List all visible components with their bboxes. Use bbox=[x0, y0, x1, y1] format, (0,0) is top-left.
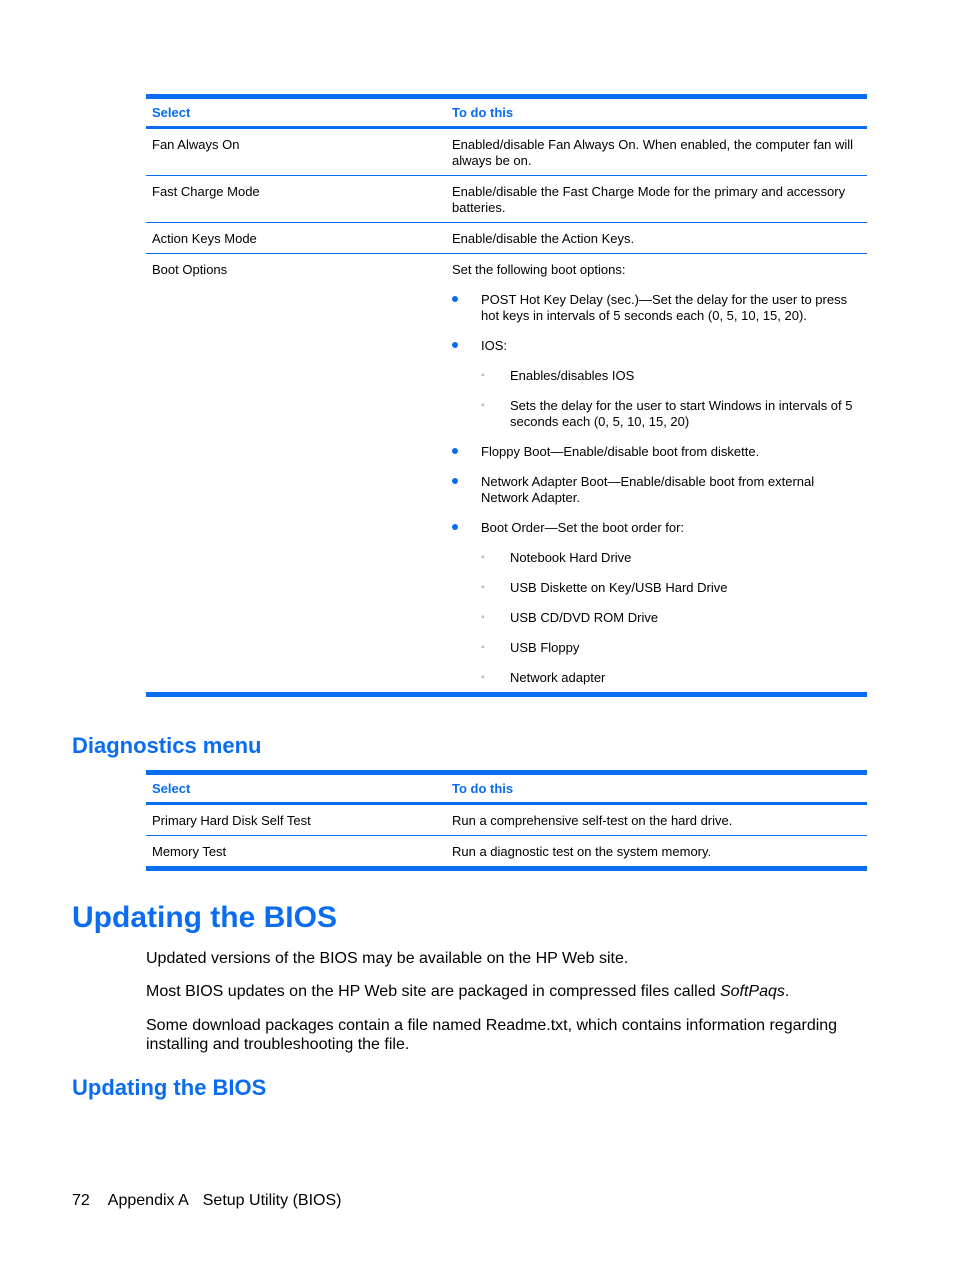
sub-list-item: ◦ Network adapter bbox=[481, 670, 606, 685]
sub-list-item: ◦ USB CD/DVD ROM Drive bbox=[481, 610, 659, 625]
list-item: Floppy Boot—Enable/disable boot from diskette. bbox=[452, 444, 863, 460]
sub-list bbox=[481, 368, 863, 430]
diagnostics-table bbox=[146, 770, 867, 871]
sub-list-item: ◦ Sets the delay for the user to start Windows in intervals of 5 seconds each (0, 5, 10, 15, 20) bbox=[481, 398, 853, 429]
header-select: Select bbox=[152, 105, 191, 120]
diagnostics-heading: Diagnostics menu bbox=[72, 733, 262, 758]
updating-bios-heading: Updating the BIOS bbox=[72, 901, 337, 934]
updating-paragraph-1: Updated versions of the BIOS may be available on the HP Web site. bbox=[146, 950, 629, 967]
bullet-icon bbox=[452, 342, 458, 348]
sub-list-item: ◦ Enables/disables IOS bbox=[481, 368, 635, 383]
softpaqs-term: SoftPaqs bbox=[719, 983, 785, 1000]
footer-title: Setup Utility (BIOS) bbox=[202, 1192, 342, 1209]
sub-bullet-icon: ◦ bbox=[481, 642, 485, 653]
table-header bbox=[146, 99, 867, 129]
row-select: Primary Hard Disk Self Test bbox=[152, 813, 311, 828]
table-row bbox=[146, 129, 867, 176]
header-todo: To do this bbox=[452, 105, 514, 120]
bullet-icon bbox=[452, 448, 458, 454]
row-todo: Enable/disable the Fast Charge Mode for the primary and accessory batteries. bbox=[452, 184, 846, 215]
sub-bullet-icon: ◦ bbox=[481, 370, 485, 381]
table-row bbox=[146, 176, 867, 223]
table-header bbox=[146, 775, 867, 805]
row-select: Fast Charge Mode bbox=[152, 184, 260, 199]
row-select: Memory Test bbox=[152, 844, 227, 859]
updating-bios-subheading: Updating the BIOS bbox=[72, 1075, 267, 1100]
sub-list bbox=[481, 550, 863, 686]
setup-options-table bbox=[146, 94, 867, 697]
boot-options-list bbox=[452, 292, 863, 686]
sub-bullet-icon: ◦ bbox=[481, 672, 485, 683]
row-select: Fan Always On bbox=[152, 137, 240, 152]
list-item: Network Adapter Boot—Enable/disable boot from external Network Adapter. bbox=[452, 474, 863, 506]
page-footer bbox=[72, 1192, 359, 1210]
sub-list-item: ◦ USB Floppy bbox=[481, 640, 580, 655]
list-item: Boot Order—Set the boot order for: ◦ Notebook Hard Drive ◦ USB Diskette on Key/USB Hard Drive ◦ USB CD/DVD ROM Drive ◦ USB Floppy ◦ Network adapter bbox=[452, 520, 863, 686]
header-select: Select bbox=[152, 781, 191, 796]
bullet-icon bbox=[452, 524, 458, 530]
sub-list-item: ◦ USB Diskette on Key/USB Hard Drive bbox=[481, 580, 728, 595]
updating-paragraph-3: Some download packages contain a file named Readme.txt, which contains information regarding installing and troubleshooting the file. bbox=[146, 1017, 838, 1053]
table-row bbox=[146, 805, 867, 836]
row-select: Boot Options bbox=[152, 262, 228, 277]
sub-bullet-icon: ◦ bbox=[481, 552, 485, 563]
sub-list-item: ◦ Notebook Hard Drive bbox=[481, 550, 632, 565]
updating-paragraph-2: Most BIOS updates on the HP Web site are packaged in compressed files called SoftPaqs. bbox=[146, 983, 790, 1000]
row-select: Action Keys Mode bbox=[152, 231, 257, 246]
bullet-icon bbox=[452, 478, 458, 484]
row-todo: Enable/disable the Action Keys. bbox=[452, 231, 635, 246]
row-todo: Enabled/disable Fan Always On. When enabled, the computer fan will always be on. bbox=[452, 137, 854, 168]
row-todo: Run a comprehensive self-test on the hard drive. bbox=[452, 813, 733, 828]
row-todo: Run a diagnostic test on the system memory. bbox=[452, 844, 712, 859]
sub-bullet-icon: ◦ bbox=[481, 582, 485, 593]
footer-appendix: Appendix A bbox=[107, 1192, 189, 1209]
table-row bbox=[146, 836, 867, 866]
header-todo: To do this bbox=[452, 781, 514, 796]
sub-bullet-icon: ◦ bbox=[481, 400, 485, 411]
table-row bbox=[146, 223, 867, 254]
list-item: IOS: ◦ Enables/disables IOS ◦ Sets the delay for the user to start Windows in intervals of 5 seconds each (0, 5, 10, 15, 20) bbox=[452, 338, 863, 430]
list-item: POST Hot Key Delay (sec.)—Set the delay for the user to press hot keys in intervals of 5 seconds each (0, 5, 10, 15, 20). bbox=[452, 292, 863, 324]
boot-intro: Set the following boot options: bbox=[452, 262, 626, 277]
row-todo bbox=[446, 254, 867, 692]
table-row-boot-options bbox=[146, 254, 867, 692]
page-number: 72 bbox=[72, 1192, 90, 1209]
sub-bullet-icon: ◦ bbox=[481, 612, 485, 623]
bullet-icon bbox=[452, 296, 458, 302]
